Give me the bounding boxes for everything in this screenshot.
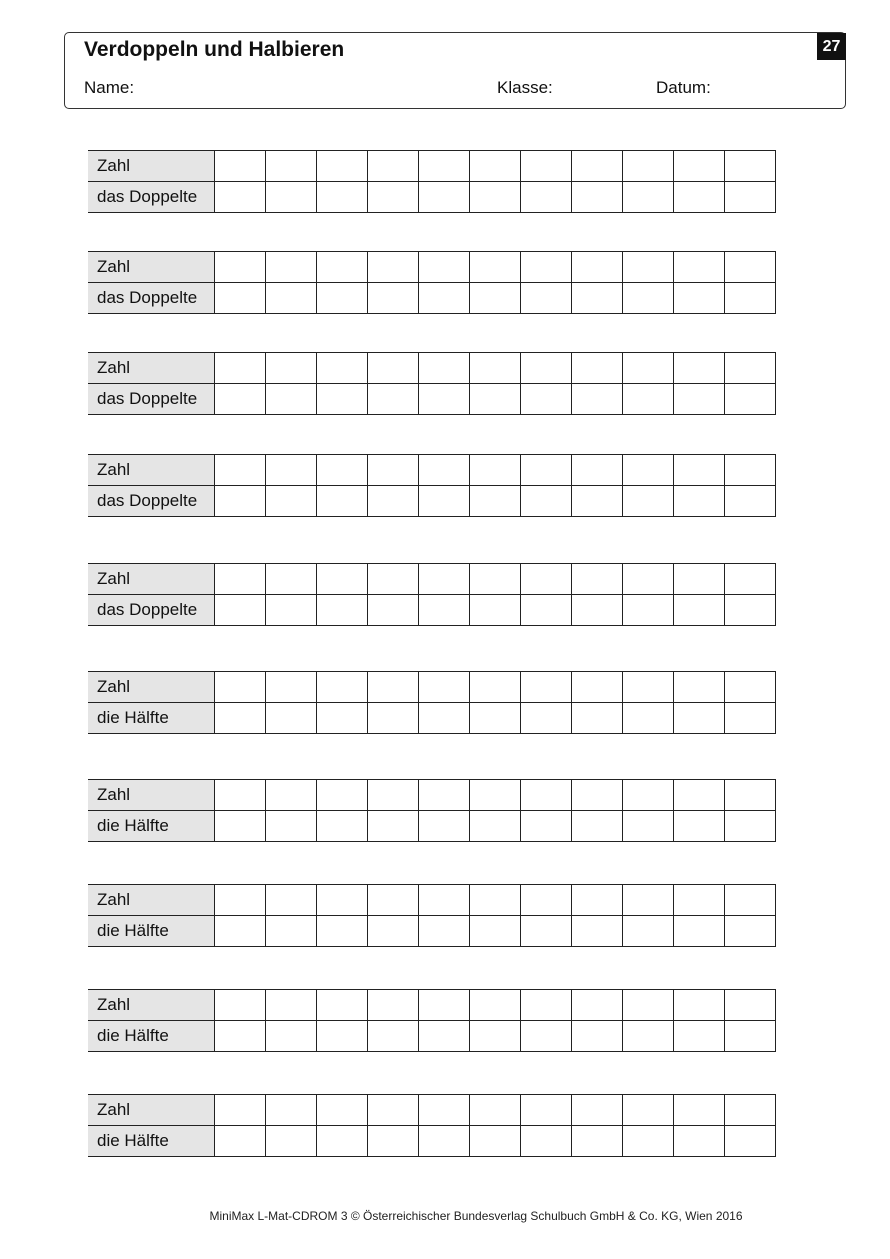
answer-cell[interactable] [623, 283, 674, 313]
answer-cell[interactable] [215, 151, 266, 181]
answer-cell[interactable] [266, 1095, 317, 1125]
answer-cell[interactable] [521, 252, 572, 282]
footer-copyright: MiniMax L-Mat-CDROM 3 © Österreichischer Bundesverlag Schulbuch GmbH & Co. KG, Wien 2016 [209, 1209, 743, 1223]
answer-cell[interactable] [470, 151, 521, 181]
answer-cell[interactable] [470, 595, 521, 625]
answer-cell[interactable] [419, 672, 470, 702]
answer-cell[interactable] [266, 151, 317, 181]
answer-cell[interactable] [674, 455, 725, 485]
answer-cell[interactable] [368, 353, 419, 383]
answer-cell[interactable] [674, 811, 725, 841]
answer-cell[interactable] [470, 990, 521, 1020]
answer-cell[interactable] [674, 990, 725, 1020]
answer-cell[interactable] [317, 486, 368, 516]
answer-cell[interactable] [419, 384, 470, 414]
answer-cell[interactable] [317, 703, 368, 733]
table-row-result [88, 916, 776, 947]
answer-cell[interactable] [674, 885, 725, 915]
answer-cell[interactable] [266, 916, 317, 946]
answer-cell[interactable] [470, 703, 521, 733]
table-row-number [88, 1094, 776, 1126]
fill-in-table [88, 352, 776, 415]
answer-cell[interactable] [215, 564, 266, 594]
answer-cell[interactable] [470, 182, 521, 212]
answer-cell[interactable] [368, 885, 419, 915]
answer-cell[interactable] [368, 486, 419, 516]
answer-cell[interactable] [317, 252, 368, 282]
row-label: Zahl [88, 780, 215, 810]
answer-cell[interactable] [215, 455, 266, 485]
answer-cell[interactable] [215, 916, 266, 946]
row-label: Zahl [88, 672, 215, 702]
answer-cell[interactable] [470, 455, 521, 485]
answer-cell[interactable] [266, 353, 317, 383]
table-row-result [88, 595, 776, 626]
answer-cell[interactable] [266, 811, 317, 841]
answer-cell[interactable] [470, 811, 521, 841]
answer-cell[interactable] [317, 595, 368, 625]
answer-cell[interactable] [674, 1126, 725, 1156]
answer-cell[interactable] [317, 283, 368, 313]
answer-cell[interactable] [215, 1095, 266, 1125]
answer-cell[interactable] [266, 384, 317, 414]
answer-cell[interactable] [623, 1021, 674, 1051]
answer-cell[interactable] [623, 595, 674, 625]
answer-cell[interactable] [521, 885, 572, 915]
answer-cell[interactable] [572, 703, 623, 733]
answer-cell[interactable] [572, 455, 623, 485]
answer-cell[interactable] [521, 1021, 572, 1051]
row-label: Zahl [88, 252, 215, 282]
answer-cell[interactable] [419, 353, 470, 383]
answer-cell[interactable] [368, 672, 419, 702]
answer-cell[interactable] [674, 486, 725, 516]
answer-cell[interactable] [368, 182, 419, 212]
answer-cell[interactable] [572, 1021, 623, 1051]
answer-cell[interactable] [674, 283, 725, 313]
answer-cell[interactable] [266, 564, 317, 594]
answer-cell[interactable] [317, 1126, 368, 1156]
table-row-result [88, 486, 776, 517]
answer-cell[interactable] [623, 486, 674, 516]
answer-cell[interactable] [266, 283, 317, 313]
answer-cell[interactable] [419, 780, 470, 810]
answer-cell[interactable] [317, 1021, 368, 1051]
answer-cell[interactable] [572, 151, 623, 181]
answer-cell[interactable] [419, 990, 470, 1020]
answer-cell[interactable] [674, 151, 725, 181]
answer-cell[interactable] [725, 916, 776, 946]
answer-cell[interactable] [215, 283, 266, 313]
answer-cell[interactable] [623, 1126, 674, 1156]
answer-cell[interactable] [725, 151, 776, 181]
answer-cell[interactable] [317, 672, 368, 702]
answer-cell[interactable] [368, 455, 419, 485]
answer-cell[interactable] [266, 1126, 317, 1156]
answer-cell[interactable] [674, 703, 725, 733]
answer-cell[interactable] [623, 384, 674, 414]
answer-cell[interactable] [623, 703, 674, 733]
answer-cell[interactable] [419, 595, 470, 625]
answer-cell[interactable] [725, 595, 776, 625]
row-label: die Hälfte [88, 916, 215, 946]
answer-cell[interactable] [521, 353, 572, 383]
answer-cell[interactable] [266, 990, 317, 1020]
answer-cell[interactable] [725, 1126, 776, 1156]
answer-cell[interactable] [572, 252, 623, 282]
answer-cell[interactable] [419, 182, 470, 212]
row-label: Zahl [88, 353, 215, 383]
answer-cell[interactable] [266, 182, 317, 212]
answer-cell[interactable] [317, 916, 368, 946]
table-row-result [88, 1021, 776, 1052]
answer-cell[interactable] [521, 811, 572, 841]
table-row-number [88, 352, 776, 384]
row-label: die Hälfte [88, 1021, 215, 1051]
name-label: Name: [84, 78, 135, 97]
answer-cell[interactable] [674, 595, 725, 625]
table-row-number [88, 454, 776, 486]
answer-cell[interactable] [572, 283, 623, 313]
answer-cell[interactable] [419, 1126, 470, 1156]
answer-cell[interactable] [674, 1095, 725, 1125]
answer-cell[interactable] [470, 283, 521, 313]
table-row-result [88, 283, 776, 314]
answer-cell[interactable] [674, 182, 725, 212]
table-row-number [88, 563, 776, 595]
answer-cell[interactable] [623, 182, 674, 212]
answer-cell[interactable] [623, 780, 674, 810]
answer-cell[interactable] [470, 885, 521, 915]
answer-cell[interactable] [317, 811, 368, 841]
answer-cell[interactable] [419, 1095, 470, 1125]
fill-in-table [88, 779, 776, 842]
fill-in-table [88, 454, 776, 517]
answer-cell[interactable] [215, 885, 266, 915]
row-label: Zahl [88, 151, 215, 181]
answer-cell[interactable] [725, 1095, 776, 1125]
answer-cell[interactable] [368, 811, 419, 841]
fill-in-table [88, 1094, 776, 1157]
page-title: Verdoppeln und Halbieren [84, 38, 345, 61]
answer-cell[interactable] [266, 455, 317, 485]
answer-cell[interactable] [368, 990, 419, 1020]
answer-cell[interactable] [215, 486, 266, 516]
answer-cell[interactable] [725, 780, 776, 810]
answer-cell[interactable] [215, 182, 266, 212]
answer-cell[interactable] [521, 1095, 572, 1125]
table-row-result [88, 1126, 776, 1157]
answer-cell[interactable] [521, 455, 572, 485]
answer-cell[interactable] [725, 182, 776, 212]
answer-cell[interactable] [470, 1095, 521, 1125]
answer-cell[interactable] [368, 780, 419, 810]
answer-cell[interactable] [725, 885, 776, 915]
answer-cell[interactable] [368, 283, 419, 313]
table-row-number [88, 671, 776, 703]
answer-cell[interactable] [470, 1126, 521, 1156]
row-label: das Doppelte [88, 182, 215, 212]
answer-cell[interactable] [521, 1126, 572, 1156]
answer-cell[interactable] [572, 595, 623, 625]
answer-cell[interactable] [470, 916, 521, 946]
answer-cell[interactable] [419, 916, 470, 946]
answer-cell[interactable] [674, 1021, 725, 1051]
answer-cell[interactable] [317, 182, 368, 212]
row-label: Zahl [88, 564, 215, 594]
answer-cell[interactable] [215, 780, 266, 810]
table-row-result [88, 703, 776, 734]
answer-cell[interactable] [266, 486, 317, 516]
row-label: Zahl [88, 885, 215, 915]
answer-cell[interactable] [215, 252, 266, 282]
answer-cell[interactable] [725, 811, 776, 841]
row-label: Zahl [88, 1095, 215, 1125]
answer-cell[interactable] [470, 384, 521, 414]
answer-cell[interactable] [572, 990, 623, 1020]
answer-cell[interactable] [623, 672, 674, 702]
answer-cell[interactable] [317, 990, 368, 1020]
answer-cell[interactable] [521, 780, 572, 810]
answer-cell[interactable] [266, 672, 317, 702]
answer-cell[interactable] [725, 353, 776, 383]
answer-cell[interactable] [368, 384, 419, 414]
answer-cell[interactable] [674, 353, 725, 383]
table-row-number [88, 150, 776, 182]
answer-cell[interactable] [725, 252, 776, 282]
answer-cell[interactable] [521, 564, 572, 594]
answer-cell[interactable] [521, 384, 572, 414]
answer-cell[interactable] [368, 252, 419, 282]
answer-cell[interactable] [623, 455, 674, 485]
row-label: das Doppelte [88, 595, 215, 625]
answer-cell[interactable] [266, 703, 317, 733]
fill-in-table [88, 884, 776, 947]
answer-cell[interactable] [725, 455, 776, 485]
table-row-result [88, 811, 776, 842]
answer-cell[interactable] [521, 595, 572, 625]
answer-cell[interactable] [572, 182, 623, 212]
row-label: die Hälfte [88, 811, 215, 841]
answer-cell[interactable] [623, 811, 674, 841]
answer-cell[interactable] [317, 455, 368, 485]
answer-cell[interactable] [419, 564, 470, 594]
answer-cell[interactable] [623, 564, 674, 594]
answer-cell[interactable] [725, 283, 776, 313]
answer-cell[interactable] [419, 455, 470, 485]
answer-cell[interactable] [725, 990, 776, 1020]
answer-cell[interactable] [521, 182, 572, 212]
table-row-number [88, 251, 776, 283]
answer-cell[interactable] [623, 151, 674, 181]
answer-cell[interactable] [317, 151, 368, 181]
answer-cell[interactable] [572, 811, 623, 841]
answer-cell[interactable] [368, 1021, 419, 1051]
answer-cell[interactable] [470, 672, 521, 702]
answer-cell[interactable] [470, 252, 521, 282]
answer-cell[interactable] [521, 151, 572, 181]
page-number-badge: 27 [817, 33, 846, 60]
answer-cell[interactable] [215, 353, 266, 383]
row-label: das Doppelte [88, 486, 215, 516]
answer-cell[interactable] [572, 353, 623, 383]
answer-cell[interactable] [266, 885, 317, 915]
answer-cell[interactable] [368, 1126, 419, 1156]
answer-cell[interactable] [215, 595, 266, 625]
answer-cell[interactable] [368, 703, 419, 733]
answer-cell[interactable] [419, 885, 470, 915]
answer-cell[interactable] [317, 780, 368, 810]
answer-cell[interactable] [623, 990, 674, 1020]
answer-cell[interactable] [674, 564, 725, 594]
answer-cell[interactable] [521, 672, 572, 702]
answer-cell[interactable] [521, 990, 572, 1020]
fill-in-table [88, 251, 776, 314]
answer-cell[interactable] [215, 703, 266, 733]
answer-cell[interactable] [368, 595, 419, 625]
row-label: die Hälfte [88, 703, 215, 733]
table-row-result [88, 384, 776, 415]
answer-cell[interactable] [317, 1095, 368, 1125]
answer-cell[interactable] [368, 564, 419, 594]
row-label: das Doppelte [88, 384, 215, 414]
answer-cell[interactable] [215, 1021, 266, 1051]
answer-cell[interactable] [470, 353, 521, 383]
answer-cell[interactable] [623, 252, 674, 282]
answer-cell[interactable] [725, 486, 776, 516]
answer-cell[interactable] [419, 1021, 470, 1051]
answer-cell[interactable] [368, 151, 419, 181]
answer-cell[interactable] [368, 916, 419, 946]
answer-cell[interactable] [623, 353, 674, 383]
answer-cell[interactable] [521, 486, 572, 516]
row-label: die Hälfte [88, 1126, 215, 1156]
answer-cell[interactable] [419, 703, 470, 733]
answer-cell[interactable] [674, 384, 725, 414]
answer-cell[interactable] [215, 811, 266, 841]
answer-cell[interactable] [266, 1021, 317, 1051]
answer-cell[interactable] [419, 151, 470, 181]
answer-cell[interactable] [572, 1126, 623, 1156]
answer-cell[interactable] [623, 916, 674, 946]
row-label: Zahl [88, 455, 215, 485]
class-label: Klasse: [497, 78, 553, 97]
table-row-result [88, 182, 776, 213]
date-label: Datum: [656, 78, 711, 97]
answer-cell[interactable] [674, 252, 725, 282]
answer-cell[interactable] [725, 672, 776, 702]
answer-cell[interactable] [419, 252, 470, 282]
answer-cell[interactable] [266, 780, 317, 810]
answer-cell[interactable] [725, 564, 776, 594]
answer-cell[interactable] [572, 564, 623, 594]
answer-cell[interactable] [725, 703, 776, 733]
row-label: Zahl [88, 990, 215, 1020]
answer-cell[interactable] [470, 486, 521, 516]
table-row-number [88, 779, 776, 811]
fill-in-table [88, 671, 776, 734]
fill-in-table [88, 989, 776, 1052]
answer-cell[interactable] [266, 252, 317, 282]
answer-cell[interactable] [674, 672, 725, 702]
answer-cell[interactable] [572, 672, 623, 702]
row-label: das Doppelte [88, 283, 215, 313]
table-row-number [88, 989, 776, 1021]
answer-cell[interactable] [572, 384, 623, 414]
answer-cell[interactable] [470, 564, 521, 594]
answer-cell[interactable] [215, 1126, 266, 1156]
answer-cell[interactable] [215, 384, 266, 414]
answer-cell[interactable] [317, 885, 368, 915]
answer-cell[interactable] [419, 811, 470, 841]
answer-cell[interactable] [215, 672, 266, 702]
answer-cell[interactable] [725, 384, 776, 414]
answer-cell[interactable] [725, 1021, 776, 1051]
table-row-number [88, 884, 776, 916]
answer-cell[interactable] [470, 780, 521, 810]
answer-cell[interactable] [215, 990, 266, 1020]
answer-cell[interactable] [368, 1095, 419, 1125]
answer-cell[interactable] [317, 564, 368, 594]
answer-cell[interactable] [572, 885, 623, 915]
answer-cell[interactable] [419, 486, 470, 516]
answer-cell[interactable] [521, 703, 572, 733]
fill-in-table [88, 563, 776, 626]
answer-cell[interactable] [674, 780, 725, 810]
answer-cell[interactable] [317, 353, 368, 383]
answer-cell[interactable] [572, 916, 623, 946]
answer-cell[interactable] [317, 384, 368, 414]
answer-cell[interactable] [419, 283, 470, 313]
answer-cell[interactable] [266, 595, 317, 625]
answer-cell[interactable] [674, 916, 725, 946]
answer-cell[interactable] [572, 780, 623, 810]
answer-cell[interactable] [623, 1095, 674, 1125]
answer-cell[interactable] [572, 1095, 623, 1125]
answer-cell[interactable] [521, 916, 572, 946]
answer-cell[interactable] [470, 1021, 521, 1051]
fill-in-table [88, 150, 776, 213]
answer-cell[interactable] [572, 486, 623, 516]
answer-cell[interactable] [623, 885, 674, 915]
answer-cell[interactable] [521, 283, 572, 313]
